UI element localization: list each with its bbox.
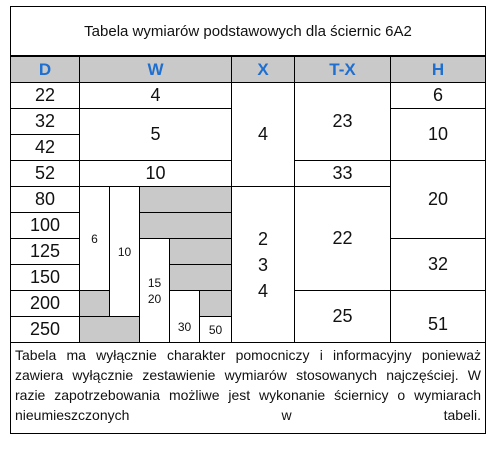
x-value: 3 — [257, 254, 268, 275]
d-cell: 100 — [10, 212, 80, 239]
shaded-cell — [139, 186, 232, 213]
w-cell: 6 — [79, 186, 110, 291]
header-h: H — [390, 56, 486, 83]
x-value: 2 — [257, 228, 268, 249]
shaded-cell — [79, 316, 140, 343]
shaded-cell — [199, 290, 232, 317]
table-title: Tabela wymiarów podstawowych dla ściernic 6A2 — [10, 6, 486, 56]
d-cell: 125 — [10, 238, 80, 265]
w-cell-15-20 — [139, 238, 170, 343]
d-cell: 200 — [10, 290, 80, 317]
note-text: Tabela ma wyłącznie charakter pomocniczy i informacyjny ponieważ zawiera wyłącznie zestawienie wymiarów stosowanych najczęściej. W razie zapotrzebowania możliwe jest wykonanie ściernicy o wymiarach nieumieszczonych w tabeli. — [15, 347, 481, 423]
header-x: X — [231, 56, 295, 83]
tx-cell: 23 — [294, 82, 391, 161]
tx-cell: 25 — [294, 290, 391, 343]
d-cell: 32 — [10, 108, 80, 135]
h-cell: 6 — [390, 82, 486, 109]
x-value: 4 — [257, 280, 268, 301]
h-cell: 20 — [390, 160, 486, 239]
h-cell: 51 — [390, 290, 486, 343]
w-value-20: 20 — [147, 291, 162, 306]
h-cell: 10 — [390, 108, 486, 161]
d-cell: 80 — [10, 186, 80, 213]
shaded-cell — [139, 212, 232, 239]
tx-cell: 33 — [294, 160, 391, 187]
shaded-cell — [169, 238, 232, 265]
w-value-15: 15 — [147, 275, 162, 290]
h-cell: 32 — [390, 238, 486, 291]
x-cell-stack — [231, 186, 295, 343]
d-cell: 250 — [10, 316, 80, 343]
d-cell: 52 — [10, 160, 80, 187]
header-d: D — [10, 56, 80, 83]
d-cell: 150 — [10, 264, 80, 291]
w-cell: 10 — [79, 160, 232, 187]
shaded-cell — [79, 290, 110, 317]
header-tx: T-X — [294, 56, 391, 83]
w-cell: 4 — [79, 82, 232, 109]
w-cell: 5 — [79, 108, 232, 161]
w-cell: 50 — [199, 316, 232, 343]
x-cell: 4 — [231, 82, 295, 187]
d-cell: 42 — [10, 134, 80, 161]
d-cell: 22 — [10, 82, 80, 109]
w-cell: 30 — [169, 290, 200, 343]
note-box — [10, 342, 486, 434]
w-cell: 10 — [109, 186, 140, 317]
header-w: W — [79, 56, 232, 83]
shaded-cell — [169, 264, 232, 291]
dimensions-table — [10, 6, 486, 434]
tx-cell: 22 — [294, 186, 391, 291]
